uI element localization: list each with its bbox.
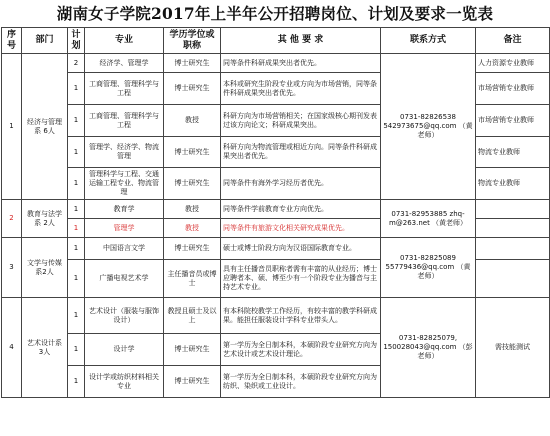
plan-cell: 1 (68, 200, 85, 219)
requirement-cell: 科研方向为市场营销相关；在国家级核心期刊发表过该方向论文；科研成果突出。 (221, 105, 381, 137)
dept-cell: 艺术设计系 3人 (22, 298, 68, 398)
major-cell: 设计学或纺织材料相关专业 (85, 366, 164, 398)
major-cell: 经济学、管理学 (85, 54, 164, 73)
degree-cell: 教授 (164, 219, 221, 238)
remark-cell (476, 200, 550, 219)
contact-cell: 0731-82825079, 150028043@qq.com （彭老师） (381, 298, 476, 398)
major-cell: 管理学、经济学、物流管理 (85, 137, 164, 168)
header-seq: 序号 (2, 28, 22, 54)
requirement-cell: 有本科院校教学工作经历，有较丰富的教学科研成果。能担任服装设计学科专业带头人。 (221, 298, 381, 334)
plan-cell: 1 (68, 260, 85, 298)
dept-cell: 经济与管理系 6人 (22, 54, 68, 200)
requirement-cell: 第一学历为全日制本科，本硕阶段专业研究方向为艺术设计或艺术设计理论。 (221, 334, 381, 366)
requirement-cell: 第一学历为全日制本科，本硕阶段专业研究方向为纺织、染织或工业设计。 (221, 366, 381, 398)
table-row (2, 238, 550, 260)
plan-cell: 1 (68, 73, 85, 105)
remark-cell: 人力资源专业教师 (476, 54, 550, 73)
header-dept: 部门 (22, 28, 68, 54)
remark-cell (476, 238, 550, 260)
degree-cell: 教授 (164, 200, 221, 219)
header-remark: 备注 (476, 28, 550, 54)
remark-cell: 物流专业教师 (476, 168, 550, 200)
remark-cell: 需技能测试 (476, 298, 550, 398)
plan-cell: 1 (68, 219, 85, 238)
header-other: 其 他 要 求 (221, 28, 381, 54)
requirement-cell: 本科或研究生阶段专业或方向为市场营销，同等条件科研成果突出者优先。 (221, 73, 381, 105)
plan-cell: 1 (68, 298, 85, 334)
major-cell: 管理科学与工程、交通运输工程专业、物流管理 (85, 168, 164, 200)
recruitment-table (1, 27, 550, 398)
major-cell: 管理学 (85, 219, 164, 238)
header-contact: 联系方式 (381, 28, 476, 54)
degree-cell: 主任播音员或博士 (164, 260, 221, 298)
plan-cell: 1 (68, 105, 85, 137)
remark-cell: 物流专业教师 (476, 137, 550, 168)
degree-cell: 教授 (164, 105, 221, 137)
table-row (2, 298, 550, 334)
major-cell: 艺术设计（服装与服饰设计） (85, 298, 164, 334)
contact-cell: 0731-82826538 542973675@qq.com （黄老师） (381, 54, 476, 200)
remark-cell: 市场营销专业教师 (476, 73, 550, 105)
plan-cell: 1 (68, 168, 85, 200)
seq-cell: 2 (2, 200, 22, 238)
degree-cell: 博士研究生 (164, 238, 221, 260)
table-row (2, 200, 550, 219)
requirement-cell: 硕士或博士阶段方向为汉语国际教育专业。 (221, 238, 381, 260)
degree-cell: 博士研究生 (164, 366, 221, 398)
plan-cell: 1 (68, 238, 85, 260)
major-cell: 工商管理、管理科学与工程 (85, 73, 164, 105)
major-cell: 中国语言文学 (85, 238, 164, 260)
header-major: 专业 (85, 28, 164, 54)
seq-cell: 1 (2, 54, 22, 200)
dept-cell: 教育与法学系 2人 (22, 200, 68, 238)
remark-cell (476, 260, 550, 298)
degree-cell: 博士研究生 (164, 137, 221, 168)
requirement-cell: 同等条件科研成果突出者优先。 (221, 54, 381, 73)
requirement-cell: 同等条件学前教育专业方向优先。 (221, 200, 381, 219)
page-title: 湖南女子学院2017年上半年公开招聘岗位、计划及要求一览表 (56, 4, 494, 23)
plan-cell: 1 (68, 137, 85, 168)
degree-cell: 博士研究生 (164, 73, 221, 105)
plan-cell: 2 (68, 54, 85, 73)
degree-cell: 博士研究生 (164, 334, 221, 366)
contact-cell: 0731-82953885 zhq-m@263.net （黄老师） (381, 200, 476, 238)
remark-cell: 市场营销专业教师 (476, 105, 550, 137)
contact-cell: 0731-82825089 55779436@qq.com （黄老师） (381, 238, 476, 298)
header-degree: 学历学位或职称 (164, 28, 221, 54)
plan-cell: 1 (68, 334, 85, 366)
degree-cell: 博士研究生 (164, 54, 221, 73)
seq-cell: 4 (2, 298, 22, 398)
requirement-cell: 科研方向为物流管理或相近方向。同等条件科研成果突出者优先。 (221, 137, 381, 168)
major-cell: 设计学 (85, 334, 164, 366)
requirement-cell: 同等条件有旅游文化相关研究成果优先。 (221, 219, 381, 238)
header-row (2, 28, 550, 54)
degree-cell: 博士研究生 (164, 168, 221, 200)
remark-cell (476, 219, 550, 238)
major-cell: 广播电视艺术学 (85, 260, 164, 298)
degree-cell: 教授且硕士及以上 (164, 298, 221, 334)
major-cell: 教育学 (85, 200, 164, 219)
seq-cell: 3 (2, 238, 22, 298)
requirement-cell: 具有主任播音员职称者需有丰富的从业经历；博士应聘者本、硕、博至少有一个阶段专业为播音与主持艺术专业。 (221, 260, 381, 298)
requirement-cell: 同等条件有海外学习经历者优先。 (221, 168, 381, 200)
table-row (2, 54, 550, 73)
header-plan: 计划 (68, 28, 85, 54)
plan-cell: 1 (68, 366, 85, 398)
major-cell: 工商管理、管理科学与工程 (85, 105, 164, 137)
dept-cell: 文学与传媒系2人 (22, 238, 68, 298)
